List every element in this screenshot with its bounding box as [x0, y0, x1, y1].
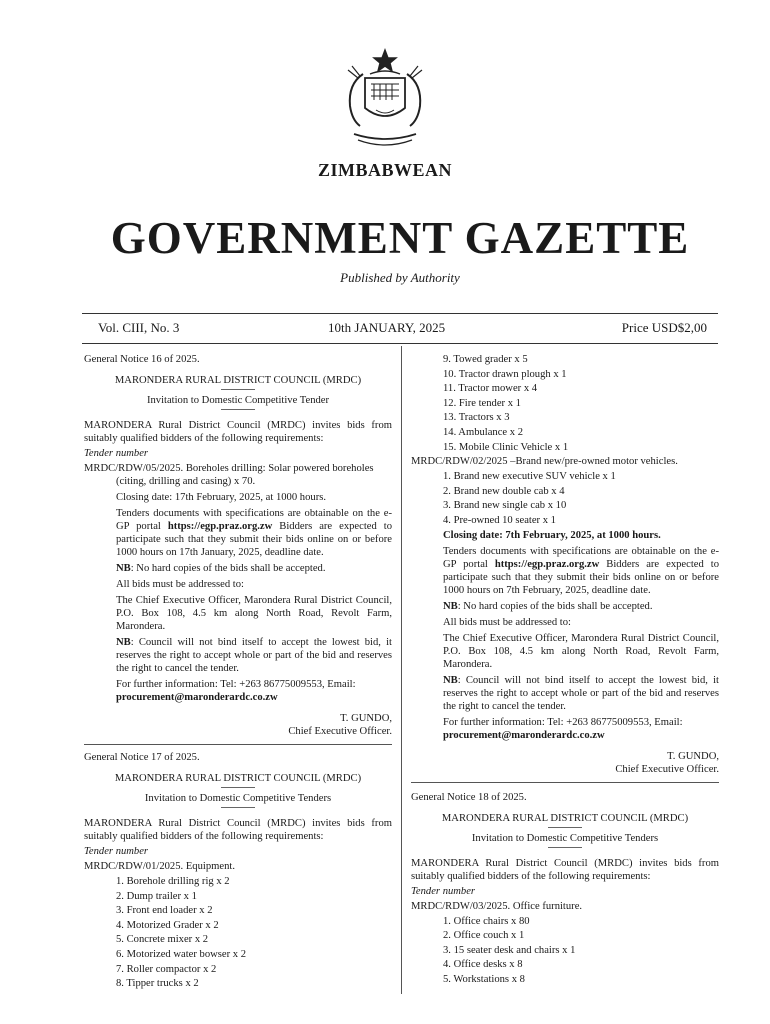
- divider: [548, 847, 582, 848]
- list-item: 1. Borehole drilling rig x 2: [116, 876, 230, 887]
- notice-16-signatory: T. GUNDO,: [340, 713, 392, 724]
- notice-18-invitation: Invitation to Domestic Competitive Tenders: [471, 832, 659, 844]
- list-item: 1. Brand new executive SUV vehicle x 1: [443, 471, 616, 483]
- egp-portal-link[interactable]: https://egp.praz.org.zw: [167, 521, 273, 532]
- notice-17-nb-lowest-bid: [411, 674, 719, 713]
- notice-17-invitation: Invitation to Domestic Competitive Tenders: [144, 793, 332, 804]
- notice-separator: [84, 744, 392, 745]
- notice-18-tender: MRDC/RDW/03/2025. Office furniture.: [411, 900, 583, 912]
- list-item: 8. Tipper trucks x 2: [116, 978, 199, 990]
- coat-of-arms-emblem: [330, 44, 440, 156]
- notice-17-signatory: T. GUNDO,: [667, 750, 719, 762]
- divider: [221, 389, 255, 390]
- divider: [221, 807, 255, 808]
- notice-17-council: MARONDERA RURAL DISTRICT COUNCIL (MRDC): [114, 773, 362, 784]
- documents-text: Tenders documents with specifications are obtainable on the e-GP portal: [116, 508, 392, 532]
- nb-label: NB: [116, 563, 131, 574]
- nb-label: NB: [443, 674, 458, 686]
- notice-17-documents: [411, 545, 719, 597]
- list-item: 3. 15 seater desk and chairs x 1: [443, 944, 576, 956]
- notice-18-council: MARONDERA RURAL DISTRICT COUNCIL (MRDC): [441, 812, 689, 824]
- notice-16-heading: General Notice 16 of 2025.: [84, 354, 200, 365]
- list-item: 5. Concrete mixer x 2: [116, 934, 209, 946]
- notice-16-council: MARONDERA RURAL DISTRICT COUNCIL (MRDC): [114, 375, 362, 386]
- right-column: [411, 353, 719, 988]
- issue-price: Price USD$2,00: [621, 320, 707, 335]
- notice-17-signatory-title: Chief Executive Officer.: [615, 763, 719, 775]
- masthead-top-rule: [82, 313, 718, 314]
- list-item: 2. Dump trailer x 1: [116, 890, 197, 902]
- nb-label: NB: [116, 637, 131, 648]
- documents-text: Bidders are expected to participate such that they submit their bids online on or before 1000 hours on 17th January, 2025, deadline date.: [116, 521, 392, 558]
- list-item: 11. Tractor mower x 4: [443, 383, 538, 395]
- list-item: 6. Motorized water bowser x 2: [116, 948, 247, 960]
- notice-17-tender-label: Tender number: [84, 846, 149, 857]
- equipment-list-continued: [411, 353, 719, 454]
- egp-portal-link[interactable]: https://egp.praz.org.zw: [494, 558, 600, 570]
- notice-17-nb-hard-copies: [411, 600, 719, 613]
- notice-16-invitation: Invitation to Domestic Competitive Tender: [146, 395, 330, 406]
- list-item: 4. Office desks x 8: [443, 959, 523, 971]
- notice-17-tender-equipment: MRDC/RDW/01/2025. Equipment.: [84, 861, 235, 872]
- gazette-title: GOVERNMENT GAZETTE: [110, 213, 690, 263]
- notice-16-signatory-title: Chief Executive Officer.: [288, 726, 392, 737]
- notice-16-intro: MARONDERA Rural District Council (MRDC) invites bids from suitably qualified bidders of the following requirements:: [84, 420, 392, 444]
- list-item: 4. Motorized Grader x 2: [116, 919, 219, 931]
- list-item: 4. Pre-owned 10 seater x 1: [443, 514, 556, 526]
- masthead-bottom-rule: [82, 343, 718, 344]
- notice-16-address: The Chief Executive Officer, Marondera Rural District Council, P.O. Box 108, 4.5 km along North Road, Revolt Farm, Marondera.: [116, 595, 392, 632]
- notice-17-address: The Chief Executive Officer, Marondera Rural District Council, P.O. Box 108, 4.5 km along North Road, Revolt Farm, Marondera.: [443, 632, 719, 670]
- notice-16-nb-lowest-bid: [84, 636, 392, 675]
- notice-17-heading: General Notice 17 of 2025.: [84, 752, 200, 763]
- published-by-line: Published by Authority: [340, 270, 460, 285]
- notice-16-email[interactable]: procurement@maronderardc.co.zw: [116, 692, 278, 703]
- notice-18-intro: MARONDERA Rural District Council (MRDC) invites bids from suitably qualified bidders of the following requirements:: [411, 857, 719, 882]
- list-item: 1. Office chairs x 80: [443, 915, 530, 927]
- nb-text: : Council will not bind itself to accept the lowest bid, it reserves the right to accept whole or part of the bid and reserves the right to cancel the tender.: [116, 637, 392, 674]
- notice-16-tender-label: Tender number: [84, 448, 149, 459]
- notice-18-heading: General Notice 18 of 2025.: [411, 791, 527, 803]
- divider: [221, 787, 255, 788]
- list-item: 10. Tractor drawn plough x 1: [443, 368, 567, 380]
- notice-16-address-label: All bids must be addressed to:: [116, 579, 244, 590]
- notice-17-intro: MARONDERA Rural District Council (MRDC) invites bids from suitably qualified bidders of the following requirements:: [84, 818, 392, 842]
- list-item: 5. Workstations x 8: [443, 973, 525, 985]
- notice-17-tender-vehicles: MRDC/RDW/02/2025 –Brand new/pre-owned motor vehicles.: [411, 456, 678, 468]
- issue-date: 10th JANUARY, 2025: [328, 320, 446, 335]
- list-item: 12. Fire tender x 1: [443, 397, 521, 409]
- list-item: 2. Brand new double cab x 4: [443, 485, 565, 497]
- column-divider: [401, 346, 402, 994]
- volume-number: Vol. CIII, No. 3: [98, 320, 180, 335]
- divider: [548, 827, 582, 828]
- notice-16-contact: For further information: Tel: +263 86775009553, Email:: [116, 679, 356, 690]
- list-item: 7. Roller compactor x 2: [116, 963, 217, 975]
- list-item: 14. Ambulance x 2: [443, 426, 524, 438]
- notice-17-closing: Closing date: 7th February, 2025, at 1000 hours.: [443, 529, 661, 541]
- left-column: [84, 353, 392, 992]
- list-item: 15. Mobile Clinic Vehicle x 1: [443, 441, 569, 453]
- notice-17-contact: For further information: Tel: +263 86775009553, Email:: [443, 716, 683, 728]
- equipment-list: [84, 875, 392, 990]
- notice-16-documents: [84, 507, 392, 559]
- notice-17-email[interactable]: procurement@maronderardc.co.zw: [443, 729, 605, 741]
- notice-18-tender-label: Tender number: [411, 885, 476, 897]
- list-item: 2. Office couch x 1: [443, 930, 525, 942]
- list-item: 3. Front end loader x 2: [116, 905, 213, 917]
- divider: [221, 409, 255, 410]
- vehicle-list: [411, 470, 719, 527]
- country-name: ZIMBABWEAN: [317, 160, 452, 180]
- list-item: 9. Towed grader x 5: [443, 354, 528, 365]
- nb-text: : Council will not bind itself to accept the lowest bid, it reserves the right to accept whole or part of the bid and reserves the right to cancel the tender.: [443, 674, 719, 712]
- notice-16-closing: Closing date: 17th February, 2025, at 1000 hours.: [116, 492, 326, 503]
- nb-text: : No hard copies of the bids shall be accepted.: [457, 600, 653, 612]
- nb-label: NB: [443, 600, 458, 612]
- furniture-list: [411, 915, 719, 986]
- notice-separator: [411, 782, 719, 783]
- notice-16-nb-hard-copies: [84, 562, 392, 575]
- documents-text: Bidders are expected to participate such that they submit their bids online on or before 1000 hours on 7th February, 2025, deadline date.: [443, 558, 719, 596]
- list-item: 3. Brand new single cab x 10: [443, 500, 567, 512]
- documents-text: Tenders documents with specifications are obtainable on the e-GP portal: [443, 545, 719, 570]
- list-item: 13. Tractors x 3: [443, 412, 510, 424]
- notice-16-tender: MRDC/RDW/05/2025. Boreholes drilling: Solar powered boreholes (citing, drilling and casing) x 70.: [84, 463, 374, 487]
- nb-text: : No hard copies of the bids shall be accepted.: [130, 563, 326, 574]
- notice-17-address-label: All bids must be addressed to:: [443, 616, 571, 628]
